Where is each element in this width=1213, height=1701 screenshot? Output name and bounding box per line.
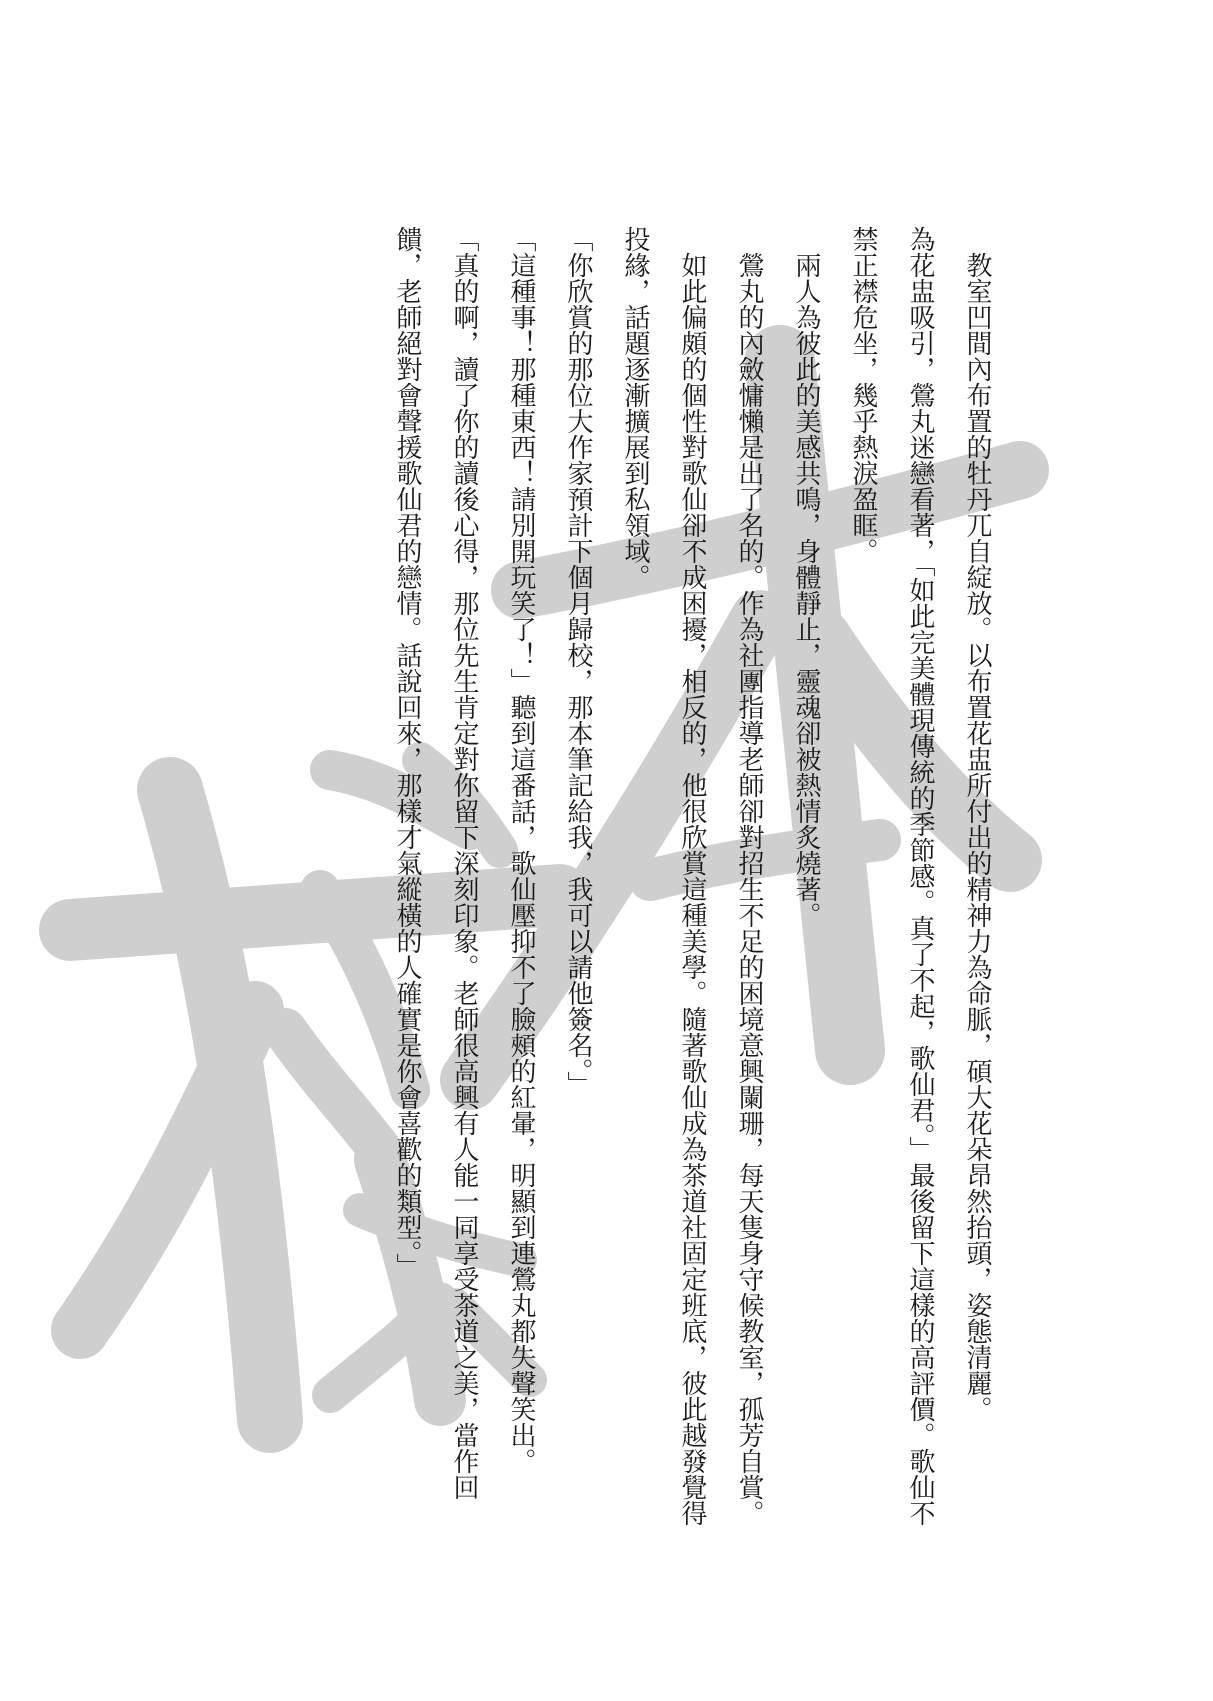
- paragraph: 為花盅吸引，鶯丸迷戀看著，「如此完美體現傳統的季節感。真了不起，歌仙君。」最後留下這樣的高評價。歌仙不禁正襟危坐，幾乎熱淚盈眶。: [848, 226, 935, 1526]
- dialogue-paragraph: 「這種事！那種東西！請別開玩笑了！」聽到這番話，歌仙壓抑不了臉頰的紅暈，明顯到連鶯丸都失聲笑出。: [506, 226, 536, 1474]
- vertical-text-body: [378, 226, 1005, 1526]
- paragraph: 教室凹間內布置的牡丹兀自綻放。以布置花盅所付出的精神力為命脈，碩大花朵昂然抬頭，姿態清麗。: [962, 252, 992, 1422]
- dialogue-paragraph: 「真的啊，讀了你的讀後心得，那位先生肯定對你留下深刻印象。老師很高興有人能一同享受茶道之美，當作回饋，老師絕對會聲援歌仙君的戀情。話說回來，那樣才氣縱橫的人確實是你會喜歡的類型。」: [392, 226, 479, 1500]
- paragraph: 兩人為彼此的美感共鳴，身體靜止，靈魂卻被熱情炙燒著。: [791, 252, 821, 928]
- paragraph: 鶯丸的內斂慵懶是出了名的。作為社團指導老師卻對招生不足的困境意興闌珊，每天隻身守候教室，孤芳自賞。: [734, 252, 764, 1526]
- paragraph: 如此偏頗的個性對歌仙卻不成困擾，相反的，他很欣賞這種美學。隨著歌仙成為茶道社固定班底，彼此越發覺得投緣，話題逐漸擴展到私領域。: [620, 226, 707, 1526]
- watermark-stroke: [285, 1030, 380, 1150]
- dialogue-paragraph: 「你欣賞的那位大作家預計下個月歸校，那本筆記給我，我可以請他簽名。」: [563, 226, 593, 1097]
